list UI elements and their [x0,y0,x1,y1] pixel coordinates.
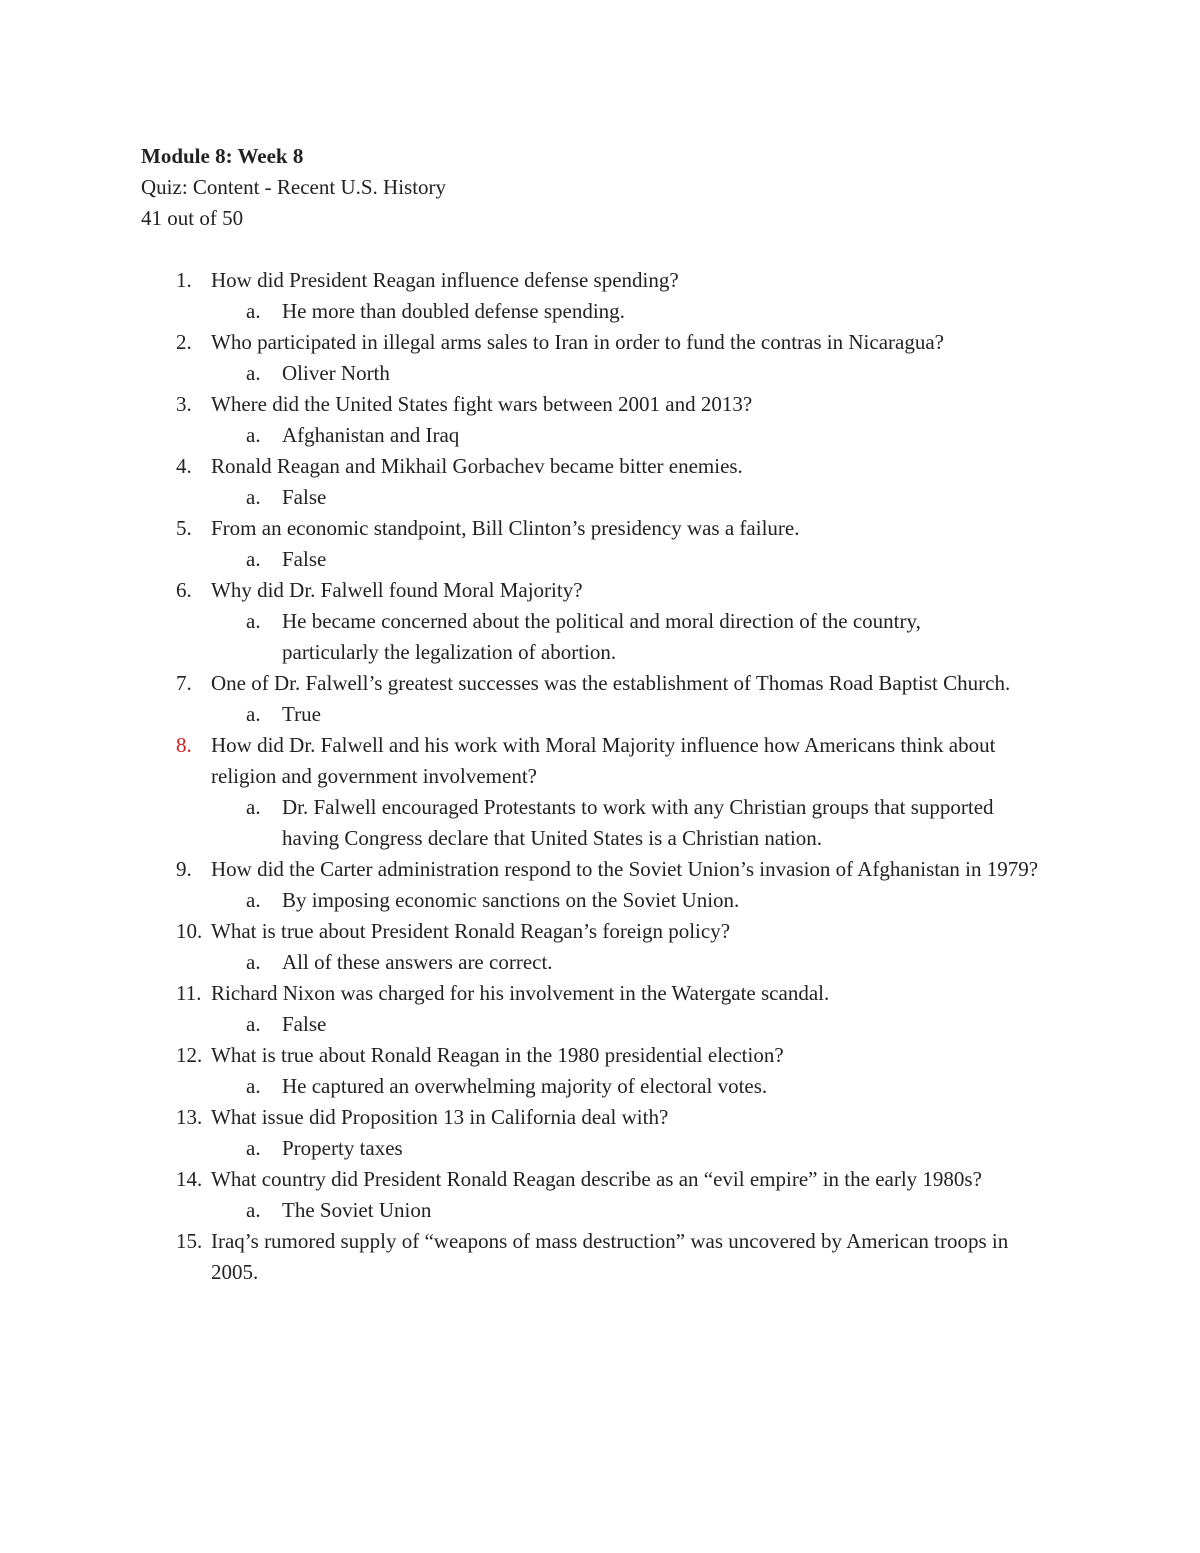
answer-text: False [282,547,327,571]
answer-letter: a. [246,950,261,974]
question-number: 15. [176,1229,203,1253]
question-text: What is true about Ronald Reagan in the 1980 presidential election? [211,1043,784,1067]
answer-letter: a. [246,1198,261,1222]
question-text: What country did President Ronald Reagan describe as an “evil empire” in the early 1980s? [211,1167,982,1191]
answer-item [0,1071,1200,1102]
answer-letter: a. [246,609,261,633]
answer-text: He became concerned about the political and moral direction of the country, particularly the legalization of abortion. [282,609,921,664]
answer-letter: a. [246,795,261,819]
answer-text: By imposing economic sanctions on the Soviet Union. [282,888,740,912]
question-item [0,1040,1200,1071]
question-text: How did Dr. Falwell and his work with Moral Majority influence how Americans think about religion and government involvement? [211,733,996,788]
question-number: 4. [176,454,192,478]
answer-text: False [282,485,327,509]
quiz-score: 41 out of 50 [141,206,244,230]
question-number: 6. [176,578,192,602]
question-item [0,854,1200,885]
answer-letter: a. [246,1074,261,1098]
question-item [0,1164,1200,1195]
answer-text: Dr. Falwell encouraged Protestants to work with any Christian groups that supported having Congress declare that United States is a Christian nation. [282,795,994,850]
answer-text: All of these answers are correct. [282,950,553,974]
question-item [0,513,1200,544]
question-text: One of Dr. Falwell’s greatest successes was the establishment of Thomas Road Baptist Church. [211,671,1011,695]
answer-letter: a. [246,361,261,385]
question-number: 3. [176,392,192,416]
question-list [0,265,1200,1288]
question-number: 11. [176,981,202,1005]
answer-text: He captured an overwhelming majority of electoral votes. [282,1074,768,1098]
answer-letter: a. [246,547,261,571]
question-number: 1. [176,268,192,292]
answer-letter: a. [246,702,261,726]
question-item [0,668,1200,699]
question-text: What is true about President Ronald Reagan’s foreign policy? [211,919,731,943]
answer-letter: a. [246,888,261,912]
answer-item [0,296,1200,327]
question-text: Why did Dr. Falwell found Moral Majority? [211,578,583,602]
answer-item [0,1009,1200,1040]
answer-text: Property taxes [282,1136,403,1160]
question-text: How did the Carter administration respond to the Soviet Union’s invasion of Afghanistan in 1979? [211,857,1039,881]
quiz-subtitle: Quiz: Content - Recent U.S. History [141,175,447,199]
answer-item [0,544,1200,575]
question-number: 5. [176,516,192,540]
question-number: 8. [176,733,192,757]
question-item [0,451,1200,482]
answer-letter: a. [246,1012,261,1036]
answer-item [0,699,1200,730]
question-text: Iraq’s rumored supply of “weapons of mass destruction” was uncovered by American troops in 2005. [211,1229,1009,1284]
question-text: Where did the United States fight wars between 2001 and 2013? [211,392,753,416]
question-number: 10. [176,919,203,943]
answer-item [0,1195,1200,1226]
question-number: 9. [176,857,192,881]
answer-item [0,792,1200,854]
question-item [0,327,1200,358]
answer-letter: a. [246,299,261,323]
question-number: 7. [176,671,192,695]
question-item [0,978,1200,1009]
question-text: How did President Reagan influence defense spending? [211,268,679,292]
question-item [0,1102,1200,1133]
answer-item [0,420,1200,451]
answer-text: False [282,1012,327,1036]
answer-item [0,885,1200,916]
page-title: Module 8: Week 8 [141,144,304,168]
answer-text: Afghanistan and Iraq [282,423,460,447]
answer-letter: a. [246,485,261,509]
answer-text: True [282,702,321,726]
question-number: 12. [176,1043,203,1067]
answer-item [0,947,1200,978]
answer-item [0,358,1200,389]
question-number: 13. [176,1105,203,1129]
question-text: Ronald Reagan and Mikhail Gorbachev became bitter enemies. [211,454,743,478]
question-item [0,730,1200,792]
answer-item [0,1133,1200,1164]
answer-letter: a. [246,1136,261,1160]
answer-letter: a. [246,423,261,447]
question-item [0,916,1200,947]
question-number: 2. [176,330,192,354]
question-item [0,575,1200,606]
question-item [0,1226,1200,1288]
answer-text: Oliver North [282,361,390,385]
answer-text: The Soviet Union [282,1198,432,1222]
question-number: 14. [176,1167,203,1191]
question-item [0,389,1200,420]
question-item [0,265,1200,296]
answer-item [0,482,1200,513]
question-text: Who participated in illegal arms sales to Iran in order to fund the contras in Nicaragua? [211,330,944,354]
answer-item [0,606,1200,668]
answer-text: He more than doubled defense spending. [282,299,625,323]
question-text: What issue did Proposition 13 in California deal with? [211,1105,669,1129]
question-text: Richard Nixon was charged for his involvement in the Watergate scandal. [211,981,830,1005]
question-text: From an economic standpoint, Bill Clinton’s presidency was a failure. [211,516,800,540]
